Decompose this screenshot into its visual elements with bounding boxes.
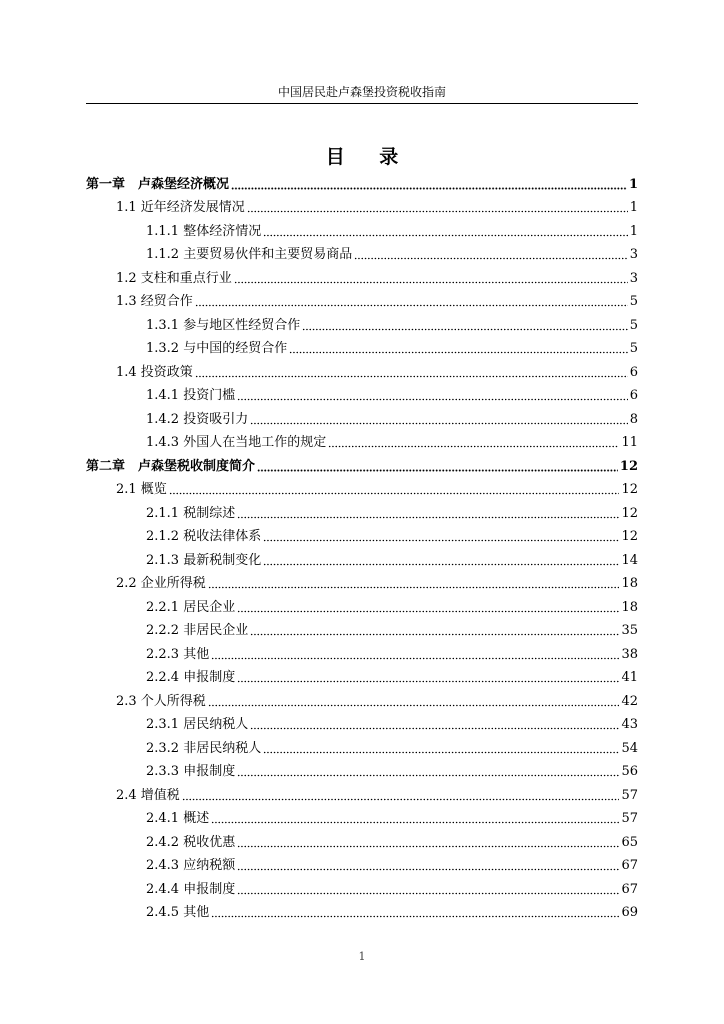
dot-leader xyxy=(237,855,619,871)
toc-entry-label: 1.3.2 与中国的经贸合作 xyxy=(146,341,288,356)
dot-leader xyxy=(302,315,628,331)
toc-entry-label: 2.3.1 居民纳税人 xyxy=(146,717,249,732)
dot-leader xyxy=(208,691,620,707)
toc-entry-label: 第一章 卢森堡经济概况 xyxy=(86,176,230,192)
toc-entry-label: 2.2.2 非居民企业 xyxy=(146,623,249,638)
dot-leader xyxy=(195,291,628,307)
toc-entry-label: 2.3.2 非居民纳税人 xyxy=(146,740,262,756)
toc-subsection-entry[interactable] xyxy=(146,592,638,616)
toc-entry-label: 2.3 个人所得税 xyxy=(116,693,206,709)
toc-subsection-entry[interactable] xyxy=(146,851,638,875)
toc-section-entry[interactable] xyxy=(116,569,638,593)
dot-leader xyxy=(257,456,618,472)
toc-entry-label: 2.3.3 申报制度 xyxy=(146,764,236,779)
toc-entry-label: 2.1.3 最新税制变化 xyxy=(146,552,262,568)
toc-subsection-entry[interactable] xyxy=(146,334,638,358)
toc-entry-page: 65 xyxy=(621,834,638,850)
toc-subsection-entry[interactable] xyxy=(146,874,638,898)
toc-subsection-entry[interactable] xyxy=(146,757,638,781)
dot-leader xyxy=(263,526,619,542)
toc-entry-label: 2.2 企业所得税 xyxy=(116,576,206,591)
toc-entry-label: 2.4.1 概述 xyxy=(146,811,210,826)
dot-leader xyxy=(247,197,628,213)
dot-leader xyxy=(263,221,628,237)
toc-entry-page: 1 xyxy=(629,223,638,239)
toc-entry-label: 2.4.5 其他 xyxy=(146,905,210,920)
toc-entry-page: 6 xyxy=(629,364,638,380)
dot-leader xyxy=(250,620,619,636)
toc-entry-label: 1.4.3 外国人在当地工作的规定 xyxy=(146,435,327,450)
toc-subsection-entry[interactable] xyxy=(146,522,638,546)
toc-chapter-entry[interactable] xyxy=(86,451,638,475)
toc-subsection-entry[interactable] xyxy=(146,498,638,522)
toc-subsection-entry[interactable] xyxy=(146,404,638,428)
toc-chapter-entry[interactable] xyxy=(86,169,638,193)
toc-entry-page: 5 xyxy=(629,294,638,309)
toc-section-entry[interactable] xyxy=(116,780,638,804)
dot-leader xyxy=(237,385,628,401)
toc-entry-label: 2.1 概览 xyxy=(116,482,167,497)
toc-entry-page: 42 xyxy=(621,693,638,709)
toc-entry-page: 38 xyxy=(621,646,638,662)
toc-subsection-entry[interactable] xyxy=(146,428,638,452)
toc-entry-page: 57 xyxy=(621,787,638,803)
dot-leader xyxy=(211,902,619,918)
toc-entry-label: 1.4.1 投资门槛 xyxy=(146,388,236,403)
dot-leader xyxy=(195,362,628,378)
toc-entry-page: 12 xyxy=(621,529,638,544)
toc-entry-page: 18 xyxy=(621,599,638,615)
toc-subsection-entry[interactable] xyxy=(146,827,638,851)
dot-leader xyxy=(250,714,619,730)
toc-subsection-entry[interactable] xyxy=(146,310,638,334)
dot-leader xyxy=(237,879,619,895)
toc-title: 目 录 xyxy=(325,146,413,168)
toc-section-entry[interactable] xyxy=(116,263,638,287)
toc-subsection-entry[interactable] xyxy=(146,545,638,569)
toc-section-entry[interactable] xyxy=(116,475,638,499)
toc-entry-label: 2.4.2 税收优惠 xyxy=(146,834,236,850)
toc-subsection-entry[interactable] xyxy=(146,216,638,240)
toc-entry-page: 57 xyxy=(621,811,638,826)
toc-entry-page: 5 xyxy=(629,341,638,356)
dot-leader xyxy=(263,738,619,754)
toc-subsection-entry[interactable] xyxy=(146,639,638,663)
toc-entry-page: 11 xyxy=(621,435,638,450)
dot-leader xyxy=(237,667,619,683)
toc-entry-page: 67 xyxy=(621,858,638,873)
toc-entry-page: 14 xyxy=(621,552,638,568)
toc-section-entry[interactable] xyxy=(116,357,638,381)
dot-leader xyxy=(354,244,628,260)
toc-subsection-entry[interactable] xyxy=(146,240,638,264)
dot-leader xyxy=(237,597,619,613)
toc-subsection-entry[interactable] xyxy=(146,710,638,734)
toc-entry-page: 67 xyxy=(621,881,638,897)
toc-subsection-entry[interactable] xyxy=(146,616,638,640)
toc-entry-page: 41 xyxy=(621,670,638,685)
dot-leader xyxy=(289,338,628,354)
toc-entry-page: 12 xyxy=(619,458,638,474)
toc-entry-label: 第二章 卢森堡税收制度简介 xyxy=(86,458,256,474)
toc-entry-page: 5 xyxy=(629,317,638,333)
toc-entry-label: 2.4 增值税 xyxy=(116,787,180,803)
dot-leader xyxy=(169,479,620,495)
toc-entry-label: 1.4 投资政策 xyxy=(116,364,193,380)
dot-leader xyxy=(237,761,619,777)
dot-leader xyxy=(250,409,628,425)
dot-leader xyxy=(237,503,619,519)
toc-entry-page: 18 xyxy=(621,576,638,591)
dot-leader xyxy=(231,174,627,190)
toc-entry-page: 43 xyxy=(621,717,638,732)
page-number: 1 xyxy=(358,950,366,963)
toc-entry-page: 3 xyxy=(629,247,638,262)
toc-entry-page: 35 xyxy=(621,623,638,638)
toc-entry-page: 69 xyxy=(621,905,638,920)
toc-entry-label: 2.2.3 其他 xyxy=(146,646,210,662)
toc-subsection-entry[interactable] xyxy=(146,381,638,405)
toc-entry-label: 1.3 经贸合作 xyxy=(116,294,193,309)
running-header: 中国居民赴卢森堡投资税收指南 xyxy=(277,85,446,99)
toc-subsection-entry[interactable] xyxy=(146,663,638,687)
toc-entry-page: 1 xyxy=(629,200,638,215)
toc-entry-label: 1.4.2 投资吸引力 xyxy=(146,411,249,427)
toc-entry-page: 12 xyxy=(621,482,638,497)
toc-entry-page: 54 xyxy=(621,740,638,756)
toc-entry-page: 56 xyxy=(621,764,638,779)
toc-section-entry[interactable] xyxy=(116,193,638,217)
toc-section-entry[interactable] xyxy=(116,287,638,311)
toc-subsection-entry[interactable] xyxy=(146,898,638,922)
toc-entry-page: 12 xyxy=(621,505,638,521)
dot-leader xyxy=(234,268,628,284)
dot-leader xyxy=(263,550,619,566)
toc-entry-page: 3 xyxy=(629,270,638,286)
toc-entry-label: 1.1 近年经济发展情况 xyxy=(116,200,245,215)
toc-entry-page: 1 xyxy=(628,176,638,192)
toc-subsection-entry[interactable] xyxy=(146,804,638,828)
toc-entry-label: 2.2.1 居民企业 xyxy=(146,599,236,615)
toc-entry-label: 2.2.4 申报制度 xyxy=(146,670,236,685)
toc-entry-label: 1.3.1 参与地区性经贸合作 xyxy=(146,317,301,333)
toc-entry-label: 1.1.1 整体经济情况 xyxy=(146,223,262,239)
header-rule xyxy=(86,103,638,104)
dot-leader xyxy=(211,644,619,660)
toc-entry-label: 2.1.2 税收法律体系 xyxy=(146,529,262,544)
toc-section-entry[interactable] xyxy=(116,686,638,710)
dot-leader xyxy=(208,573,620,589)
dot-leader xyxy=(237,832,619,848)
toc-entry-page: 6 xyxy=(629,388,638,403)
toc-entry-label: 2.4.4 申报制度 xyxy=(146,881,236,897)
toc-entry-page: 8 xyxy=(629,411,638,427)
toc-entry-label: 2.1.1 税制综述 xyxy=(146,505,236,521)
dot-leader xyxy=(182,785,620,801)
toc-subsection-entry[interactable] xyxy=(146,733,638,757)
toc-entry-label: 2.4.3 应纳税额 xyxy=(146,858,236,873)
dot-leader xyxy=(211,808,619,824)
toc-entry-label: 1.2 支柱和重点行业 xyxy=(116,270,232,286)
dot-leader xyxy=(328,432,619,448)
toc-entry-label: 1.1.2 主要贸易伙伴和主要贸易商品 xyxy=(146,247,353,262)
